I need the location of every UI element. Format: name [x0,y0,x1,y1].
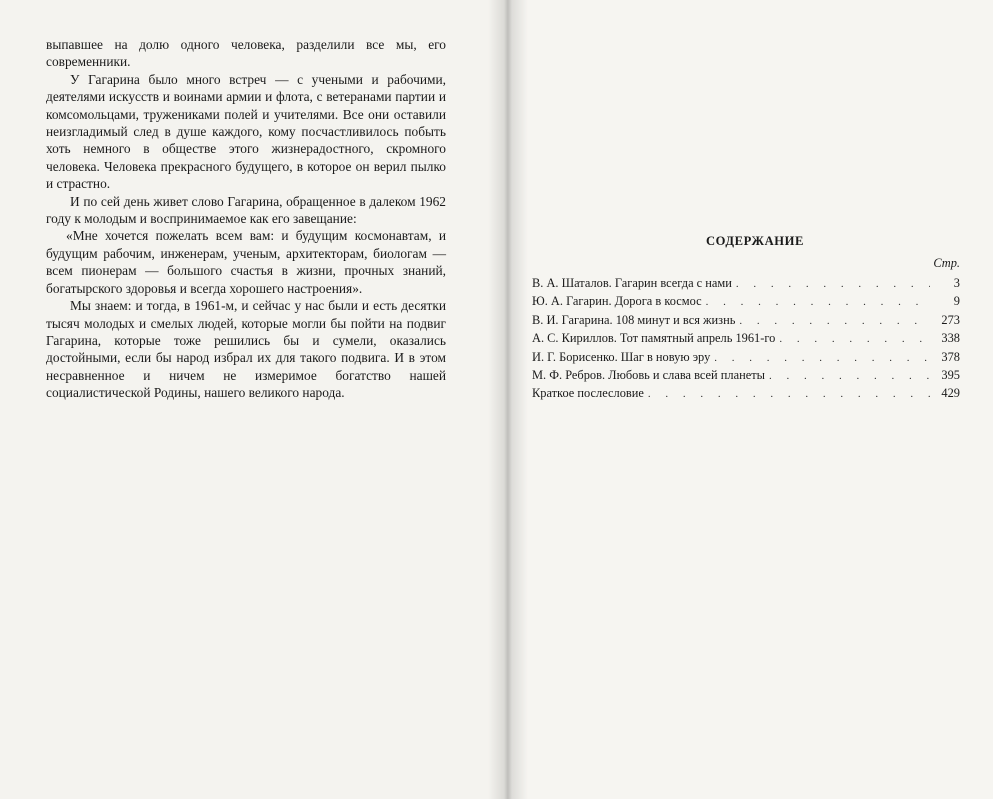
toc-entry-page: 273 [941,312,960,327]
toc-leader-dots [648,385,930,403]
toc-entry-page: 378 [941,349,960,364]
toc-entry-title: И. Г. Борисенко. Шаг в новую эру [532,349,711,364]
toc-entry-title: В. А. Шаталов. Гагарин всегда с нами [532,276,732,290]
paragraph: И по сей день живет слово Гагарина, обращенное в далеком 1962 году к молодым и воспринимаемое как его завещание: [46,193,446,227]
toc-leader-dots [706,293,930,311]
toc-entry-title: В. И. Гагарина. 108 минут и вся жизнь [532,312,736,327]
toc-entry [532,348,960,366]
toc-entry [532,274,960,292]
toc-leader-dots [714,349,930,367]
toc-entry-title: Краткое послесловие [532,386,644,401]
toc-entry [532,366,960,384]
toc-leader-dots [736,275,930,293]
paragraph: У Гагарина было много встреч — с учеными и рабочими, деятелями искусств и воинами армии и флота, с ветеранами партии и комсомольцами, тружениками полей и учителями. Все они оставили неизгладимый след в душе каждого, кому посчастливилось побыть хоть немного в обществе этого жизнерадостного, скромного человека. Человека прекрасного будущего, в которое он верил пылко и страстно. [46,71,446,192]
toc-entry-page: 9 [953,294,960,309]
toc-entry-page: 429 [941,386,960,401]
toc-title: СОДЕРЖАНИЕ [705,234,805,248]
toc-entry [532,311,960,329]
toc-entry-title: М. Ф. Ребров. Любовь и слава всей планеты [532,367,765,382]
toc-entry-title: Ю. А. Гагарин. Дорога в космос [532,294,702,309]
toc-entry-title: А. С. Кириллов. Тот памятный апрель 1961-го [532,331,776,346]
paragraph: Мы знаем: и тогда, в 1961-м, и сейчас у нас были и есть десятки тысяч молодых и смелых людей, которые могли бы пойти на подвиг Гагарина, которые тоже решились бы и сумели, оказались достойными, если бы народ избрал их для такого подвига. И в этом несравненное и ничем не измеримое богатство нашей социалистической Родины, нашего великого народа. [46,298,446,401]
toc-leader-dots [779,330,930,348]
paragraph: выпавшее на долю одного человека, разделили все мы, его современники. [46,37,446,70]
toc-entry-page: 395 [941,367,960,382]
toc-entry [532,292,960,310]
toc-page-column-label: Стр. [933,256,960,270]
toc-entry [532,384,960,402]
toc-entry-page: 338 [941,331,960,346]
toc-leader-dots [739,312,930,330]
left-page-text [46,36,446,402]
quote-paragraph: «Мне хочется пожелать всем вам: и будущим космонавтам, и будущим рабочим, инженерам, ученым, архитекторам, биологам — всем пионерам — большого счастья в жизни, прочных знаний, богатырского здоровья и всегда хорошего настроения». [46,228,446,296]
toc-entry-page: 3 [953,276,960,290]
toc-leader-dots [769,367,930,385]
table-of-contents [532,232,960,403]
toc-entry [532,329,960,347]
